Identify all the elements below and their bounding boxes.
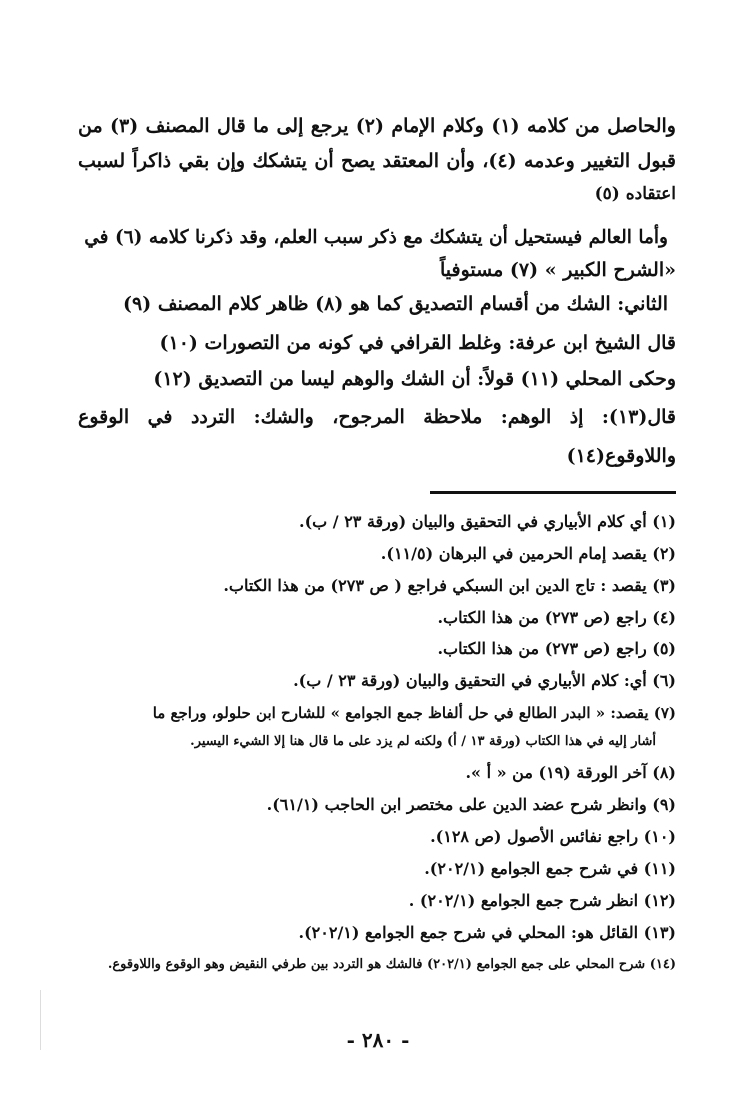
footnote: (٧) يقصد: « البدر الطالع في حل ألفاظ جمع الجوامع » للشارح ابن حلولو، وراجع ما (152, 704, 676, 722)
footnote: (١٠) راجع نفائس الأصول (ص ١٢٨). (430, 827, 676, 846)
footnote-separator (430, 491, 676, 494)
footnote: (٦) أي: كلام الأبياري في التحقيق والبيان (ورقة ٢٣ / ب). (293, 671, 676, 690)
body-line: الثاني: الشك من أقسام التصديق كما هو (٨) ظاهر كلام المصنف (٩) (123, 293, 668, 315)
body-line: قبول التغيير وعدمه (٤)، وأن المعتقد يصح أن يتشكك وإن بقي ذاكراً لسبب (78, 150, 676, 172)
page-number: - ٢٨٠ - (346, 1028, 410, 1052)
body-line: قال(١٣): إذ الوهم: ملاحظة المرجوح، والشك: التردد في الوقوع (78, 406, 676, 428)
footnote: (١) أي كلام الأبياري في التحقيق والبيان (ورقة ٢٣ / ب). (299, 512, 676, 531)
footnote: (١٢) انظر شرح جمع الجوامع (٢٠٢/١) . (408, 891, 676, 910)
body-line: والحاصل من كلامه (١) وكلام الإمام (٢) يرجع إلى ما قال المصنف (٣) من (78, 115, 676, 137)
footnote-continuation: أشار إليه في هذا الكتاب (ورقة ١٣ / أ) ولكنه لم يزد على ما قال هنا إلا الشيء اليسير. (190, 734, 656, 749)
footnote: (١٤) شرح المحلي على جمع الجوامع (٢٠٢/١) فالشك هو التردد بين طرفي النقيض وهو الوقوع واللاوقوع. (107, 957, 676, 972)
footnote: (٤) راجع (ص ٢٧٣) من هذا الكتاب. (437, 608, 676, 627)
body-line: قال الشيخ ابن عرفة: وغلط القرافي في كونه من التصورات (١٠) (159, 332, 676, 354)
footnote: (٥) راجع (ص ٢٧٣) من هذا الكتاب. (437, 639, 676, 658)
footnote: (٢) يقصد إمام الحرمين في البرهان (١١/٥). (380, 544, 676, 563)
body-line: وأما العالم فيستحيل أن يتشكك مع ذكر سبب العلم، وقد ذكرنا كلامه (٦) في (84, 227, 668, 248)
footnote: (١٣) القائل هو: المحلي في شرح جمع الجوامع (٢٠٢/١). (298, 923, 676, 942)
body-line: وحكى المحلي (١١) قولاً: أن الشك والوهم ليسا من التصديق (١٢) (153, 368, 676, 390)
footnote: (٣) يقصد : تاج الدين ابن السبكي فراجع ( ص ٢٧٣) من هذا الكتاب. (223, 576, 676, 595)
footnote: (٩) وانظر شرح عضد الدين على مختصر ابن الحاجب (٦١/١). (266, 795, 676, 814)
body-line: واللاوقوع(١٤) (566, 445, 676, 467)
footnote: (١١) في شرح جمع الجوامع (٢٠٢/١). (424, 859, 676, 878)
body-line: «الشرح الكبير » (٧) مستوفياً (440, 259, 676, 281)
body-line: اعتقاده (٥) (594, 184, 676, 204)
footnote: (٨) آخر الورقة (١٩) من « أ ». (465, 763, 676, 782)
